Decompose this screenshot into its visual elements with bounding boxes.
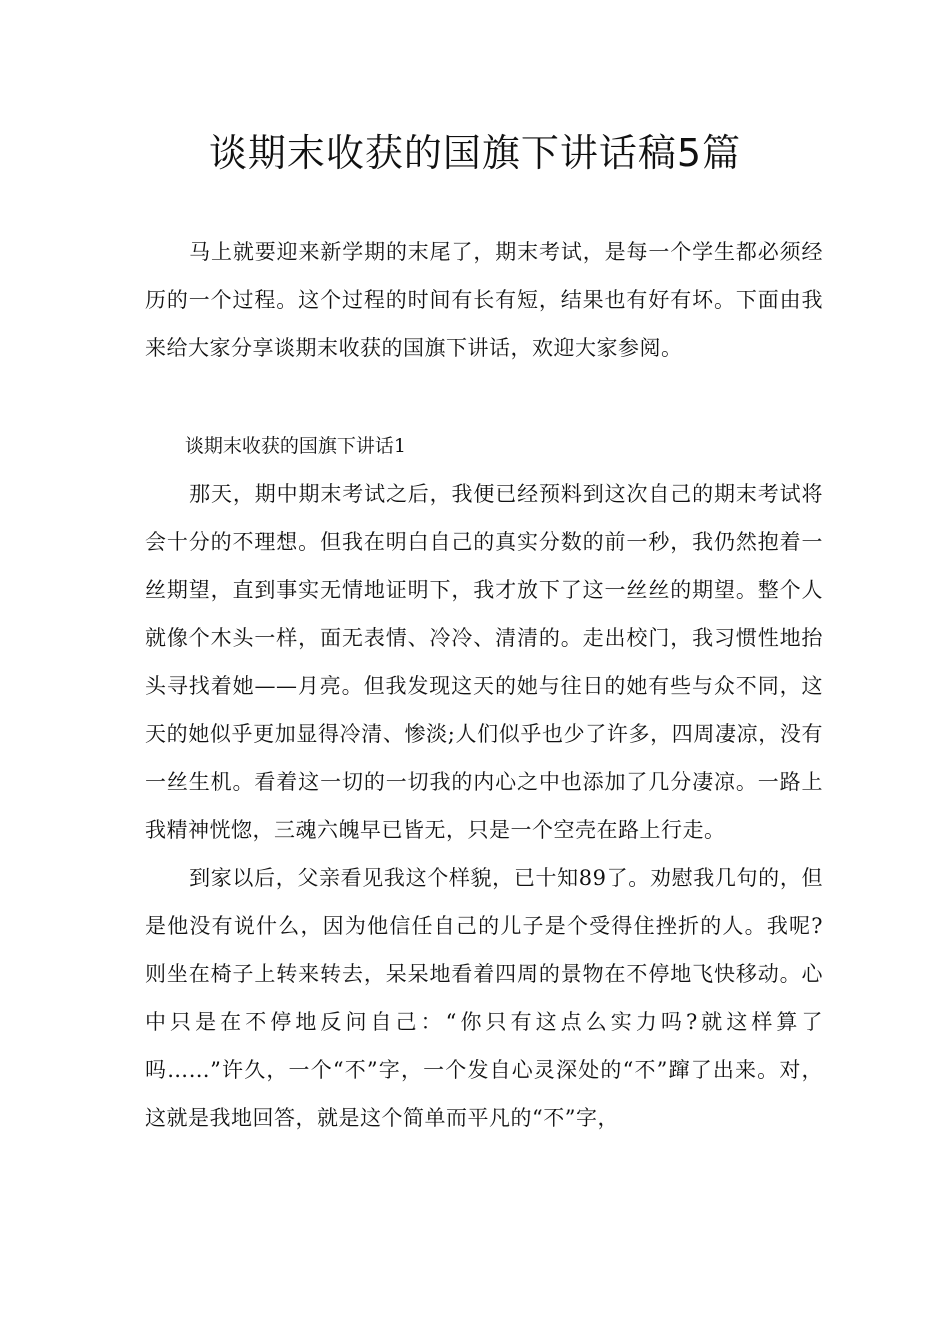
body-paragraph: 那天，期中期末考试之后，我便已经预料到这次自己的期末考试将会十分的不理想。但我在明白自己的真实分数的前一秒，我仍然抱着一丝期望，直到事实无情地证明下，我才放下了这一丝丝的期望。整个人就像个木头一样，面无表情、冷冷、清清的。走出校门，我习惯性地抬头寻找着她——月亮。但我发现这天的她与往日的她有些与众不同，这天的她似乎更加显得冷清、惨淡;人们似乎也少了许多，四周凄凉，没有一丝生机。看着这一切的一切我的内心之中也添加了几分凄凉。一路上我精神恍惚，三魂六魄早已皆无，只是一个空壳在路上行走。 (145, 482, 823, 842)
intro-paragraph: 马上就要迎来新学期的末尾了，期末考试，是每一个学生都必须经历的一个过程。这个过程的时间有长有短，结果也有好有坏。下面由我来给大家分享谈期末收获的国旗下讲话，欢迎大家参阅。 (145, 240, 823, 360)
section-heading: 谈期末收获的国旗下讲话1 (184, 435, 406, 457)
body-paragraph: 到家以后，父亲看见我这个样貌，已十知89了。劝慰我几句的，但是他没有说什么，因为他信任自己的儿子是个受得住挫折的人。我呢?则坐在椅子上转来转去，呆呆地看着四周的景物在不停地飞快移动。心中只是在不停地反问自己：“你只有这点么实力吗?就这样算了吗……”许久，一个“不”字，一个发自心灵深处的“不”蹿了出来。对，这就是我地回答，就是这个简单而平凡的“不”字， (145, 866, 823, 1130)
document-body (145, 228, 823, 1142)
section-spacer (145, 372, 823, 422)
document-title: 谈期末收获的国旗下讲话稿5篇 (208, 131, 742, 175)
